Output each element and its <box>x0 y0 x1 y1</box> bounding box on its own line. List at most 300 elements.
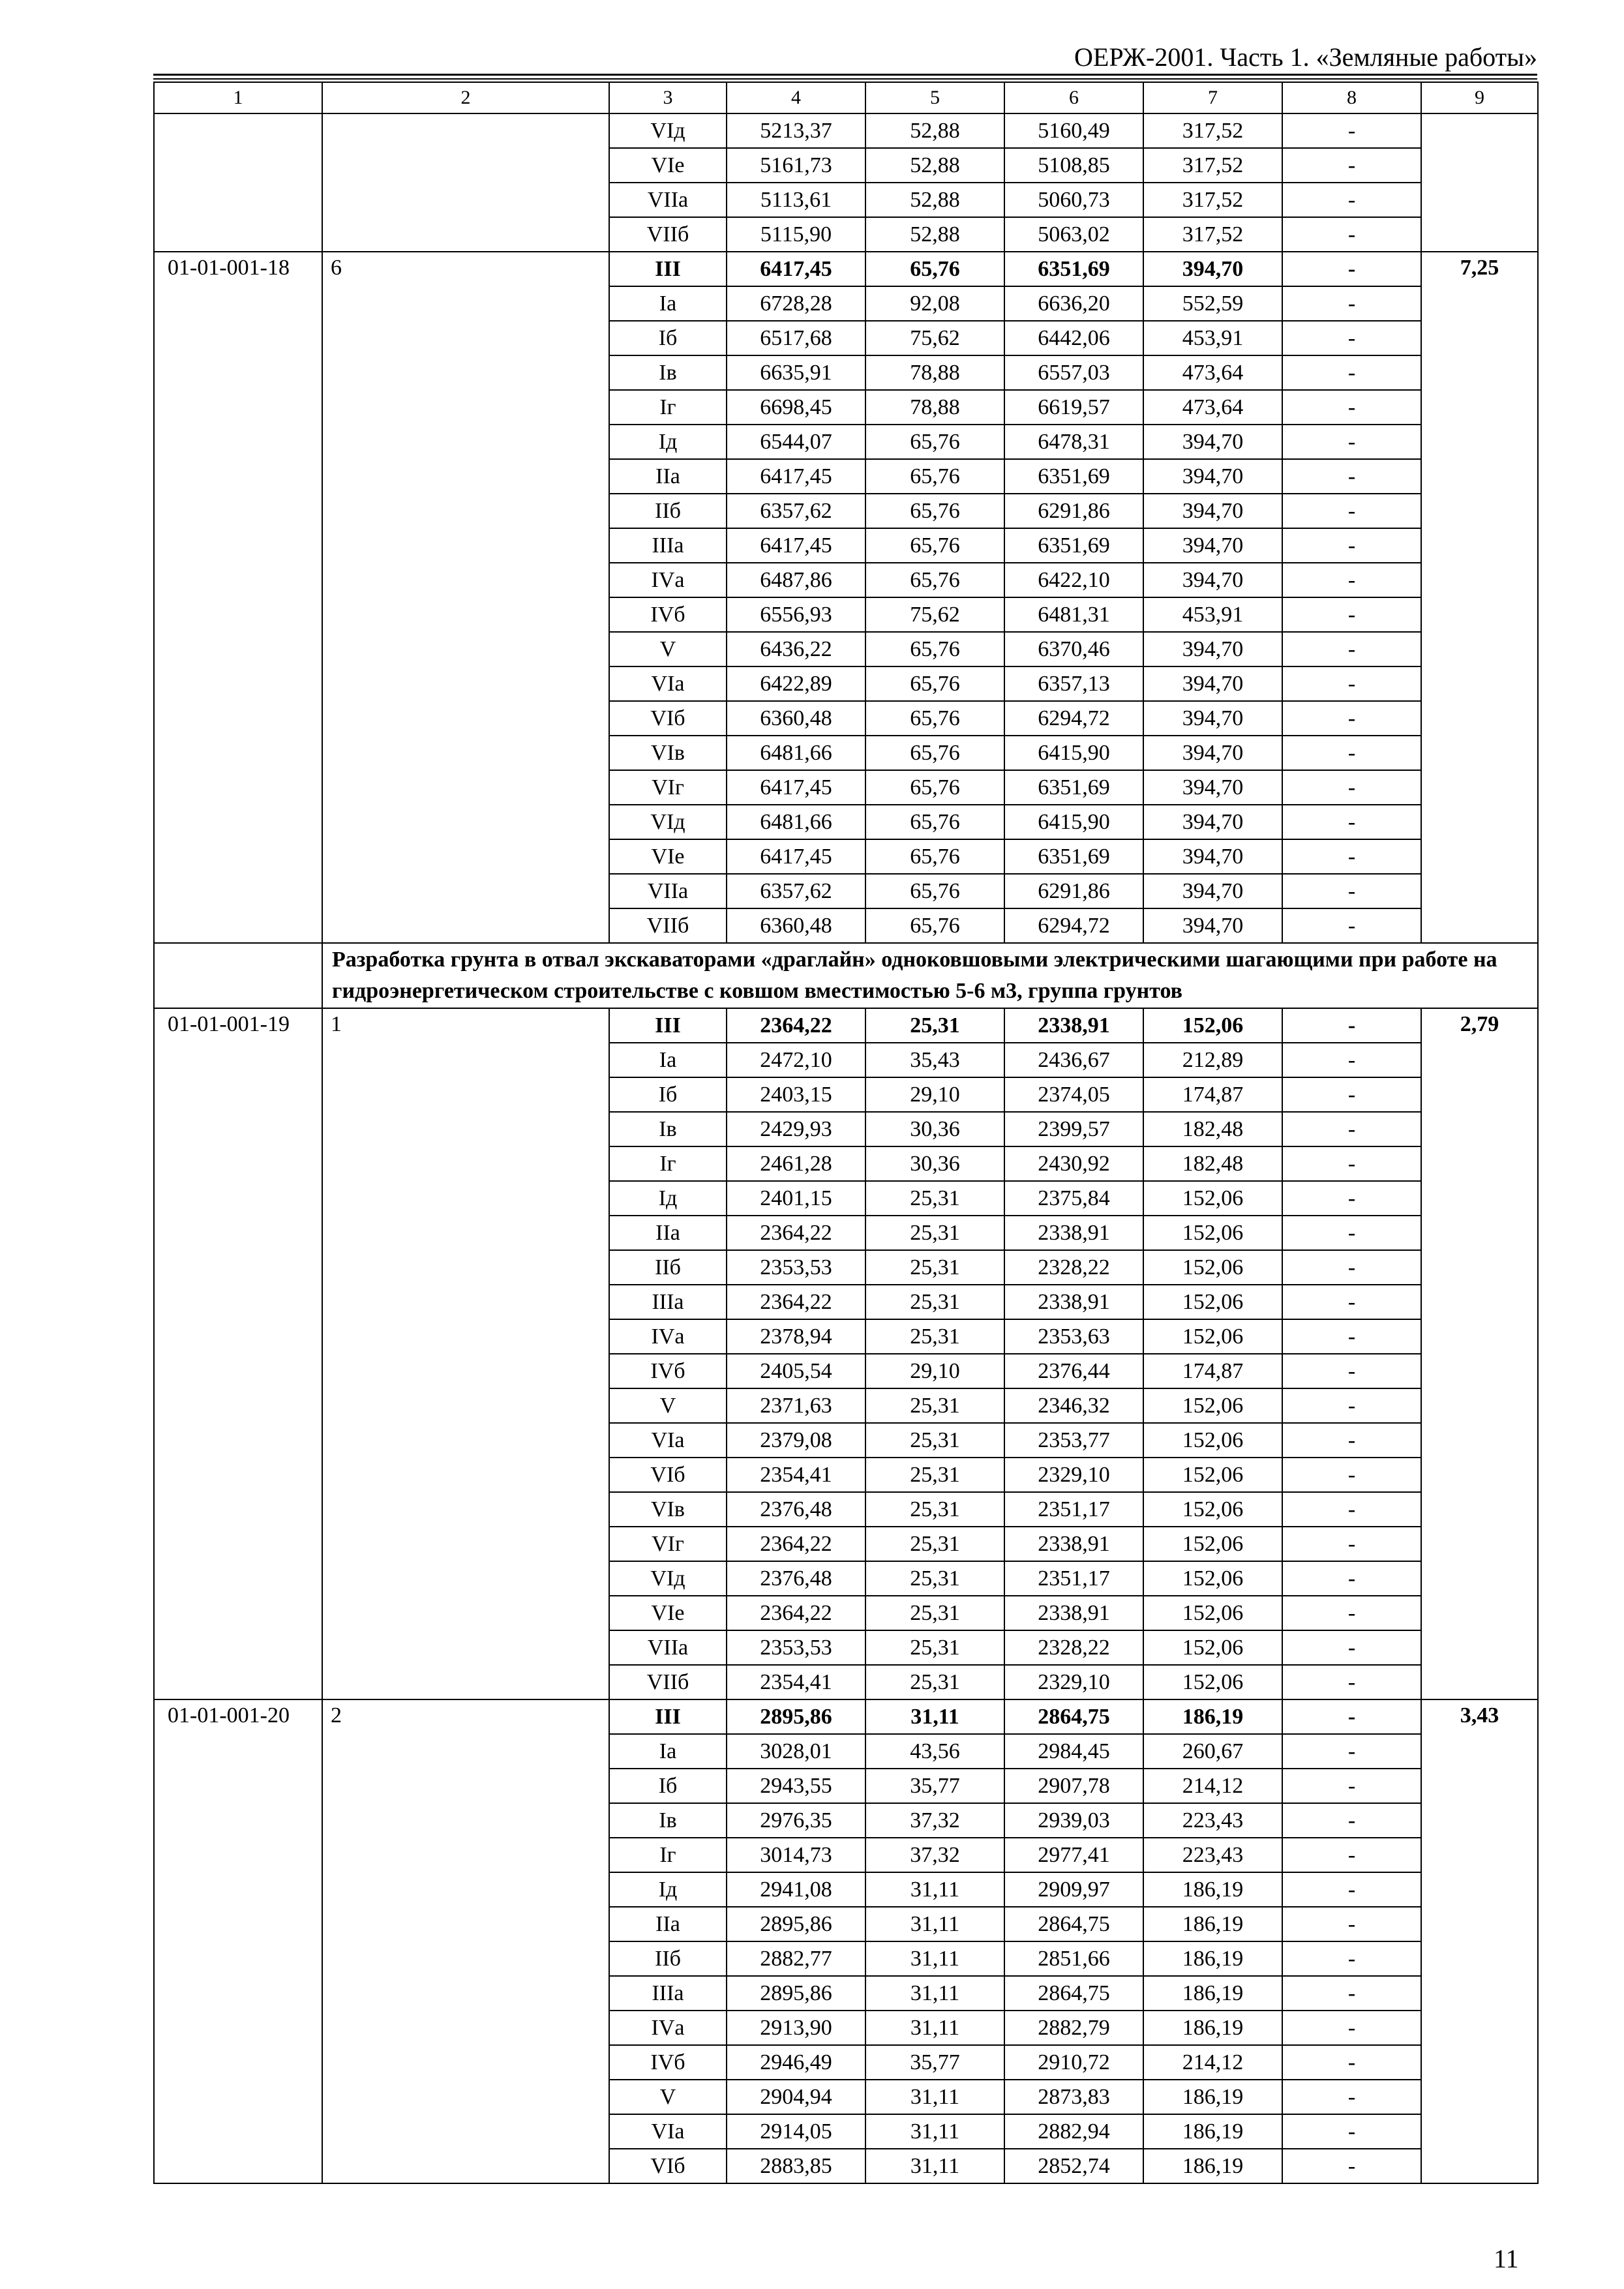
machine-cost-cell: 2882,79 <box>1004 2011 1143 2045</box>
soil-group-cell: VIе <box>609 839 727 874</box>
labor-cost-cell: 43,56 <box>865 1734 1004 1769</box>
soil-group-cell: V <box>609 632 727 666</box>
materials-cell: - <box>1282 390 1421 425</box>
machine-cost-cell: 6351,69 <box>1004 252 1143 286</box>
materials-cell: - <box>1282 1216 1421 1250</box>
materials-cell: - <box>1282 805 1421 839</box>
soil-group-cell: VIб <box>609 701 727 736</box>
soil-group-cell: IVа <box>609 563 727 597</box>
total-cost-cell: 2376,48 <box>727 1492 865 1527</box>
materials-cell: - <box>1282 1388 1421 1423</box>
materials-cell: - <box>1282 2114 1421 2149</box>
driver-wage-cell: 152,06 <box>1143 1596 1282 1630</box>
total-cost-cell: 2376,48 <box>727 1561 865 1596</box>
column-number: 4 <box>727 82 865 113</box>
total-cost-cell: 2913,90 <box>727 2011 865 2045</box>
labor-cost-cell: 37,32 <box>865 1838 1004 1872</box>
soil-group-cell: Iг <box>609 1838 727 1872</box>
soil-group-cell: Iд <box>609 1872 727 1907</box>
driver-wage-cell: 317,52 <box>1143 148 1282 183</box>
soil-group-cell: Iв <box>609 1112 727 1146</box>
driver-wage-cell: 152,06 <box>1143 1181 1282 1216</box>
driver-wage-cell: 186,19 <box>1143 1941 1282 1976</box>
labor-cost-cell: 78,88 <box>865 355 1004 390</box>
materials-cell: - <box>1282 1492 1421 1527</box>
soil-group-cell: V <box>609 2080 727 2114</box>
total-cost-cell: 3014,73 <box>727 1838 865 1872</box>
soil-group-cell: IVа <box>609 1319 727 1354</box>
driver-wage-cell: 394,70 <box>1143 459 1282 494</box>
labor-cost-cell: 37,32 <box>865 1803 1004 1838</box>
machine-cost-cell: 2436,67 <box>1004 1043 1143 1077</box>
driver-wage-cell: 212,89 <box>1143 1043 1282 1077</box>
rate-code: 01-01-001-18 <box>154 252 322 943</box>
labor-cost-cell: 25,31 <box>865 1492 1004 1527</box>
table-row <box>154 1008 1538 1043</box>
section-spacer <box>154 943 322 1008</box>
driver-wage-cell: 223,43 <box>1143 1803 1282 1838</box>
driver-wage-cell: 552,59 <box>1143 286 1282 321</box>
total-cost-cell: 6417,45 <box>727 528 865 563</box>
soil-group-cell: VIа <box>609 2114 727 2149</box>
machine-cost-cell: 6294,72 <box>1004 908 1143 943</box>
soil-group-cell: VIд <box>609 805 727 839</box>
driver-wage-cell: 394,70 <box>1143 805 1282 839</box>
machine-cost-cell: 5060,73 <box>1004 183 1143 217</box>
materials-cell: - <box>1282 286 1421 321</box>
total-cost-cell: 2895,86 <box>727 1907 865 1941</box>
materials-cell: - <box>1282 701 1421 736</box>
rate-code: 01-01-001-19 <box>154 1008 322 1699</box>
materials-cell: - <box>1282 1112 1421 1146</box>
table-row <box>154 1699 1538 1734</box>
driver-wage-cell: 317,52 <box>1143 183 1282 217</box>
rate-variant: 6 <box>322 252 609 943</box>
driver-wage-cell: 182,48 <box>1143 1146 1282 1181</box>
labor-cost-cell: 75,62 <box>865 321 1004 355</box>
total-cost-cell: 6698,45 <box>727 390 865 425</box>
labor-cost-cell: 25,31 <box>865 1285 1004 1319</box>
labor-cost-cell: 65,76 <box>865 701 1004 736</box>
total-cost-cell: 6417,45 <box>727 839 865 874</box>
total-cost-cell: 2354,41 <box>727 1665 865 1699</box>
materials-cell: - <box>1282 1596 1421 1630</box>
rate-code: 01-01-001-20 <box>154 1699 322 2183</box>
driver-wage-cell: 186,19 <box>1143 1907 1282 1941</box>
labor-cost-cell: 31,11 <box>865 1872 1004 1907</box>
materials-cell: - <box>1282 736 1421 770</box>
machine-cost-cell: 2338,91 <box>1004 1285 1143 1319</box>
labor-cost-cell: 25,31 <box>865 1216 1004 1250</box>
total-cost-cell: 2914,05 <box>727 2114 865 2149</box>
machine-cost-cell: 2328,22 <box>1004 1630 1143 1665</box>
labor-cost-cell: 35,77 <box>865 1769 1004 1803</box>
total-cost-cell: 2364,22 <box>727 1285 865 1319</box>
page-number: 11 <box>1494 2244 1519 2273</box>
total-cost-cell: 6417,45 <box>727 770 865 805</box>
soil-group-cell: IIб <box>609 1941 727 1976</box>
materials-cell: - <box>1282 770 1421 805</box>
materials-cell: - <box>1282 113 1421 148</box>
labor-cost-cell: 65,76 <box>865 528 1004 563</box>
driver-wage-cell: 152,06 <box>1143 1319 1282 1354</box>
labor-hours-cell: 3,43 <box>1421 1699 1538 2183</box>
soil-group-cell: Iг <box>609 390 727 425</box>
labor-cost-cell: 92,08 <box>865 286 1004 321</box>
driver-wage-cell: 152,06 <box>1143 1665 1282 1699</box>
soil-group-cell: IIIа <box>609 528 727 563</box>
driver-wage-cell: 394,70 <box>1143 701 1282 736</box>
driver-wage-cell: 186,19 <box>1143 2149 1282 2183</box>
total-cost-cell: 6417,45 <box>727 459 865 494</box>
labor-cost-cell: 65,76 <box>865 839 1004 874</box>
machine-cost-cell: 2328,22 <box>1004 1250 1143 1285</box>
machine-cost-cell: 2376,44 <box>1004 1354 1143 1388</box>
driver-wage-cell: 260,67 <box>1143 1734 1282 1769</box>
labor-cost-cell: 75,62 <box>865 597 1004 632</box>
materials-cell: - <box>1282 1008 1421 1043</box>
materials-cell: - <box>1282 1907 1421 1941</box>
column-number: 7 <box>1143 82 1282 113</box>
materials-cell: - <box>1282 1423 1421 1458</box>
document-header: ОЕРЖ-2001. Часть 1. «Земляные работы» <box>1074 42 1537 72</box>
materials-cell: - <box>1282 252 1421 286</box>
labor-cost-cell: 31,11 <box>865 1976 1004 2011</box>
machine-cost-cell: 2864,75 <box>1004 1699 1143 1734</box>
machine-cost-cell: 2873,83 <box>1004 2080 1143 2114</box>
materials-cell: - <box>1282 2080 1421 2114</box>
labor-cost-cell: 65,76 <box>865 770 1004 805</box>
labor-cost-cell: 25,31 <box>865 1561 1004 1596</box>
total-cost-cell: 2461,28 <box>727 1146 865 1181</box>
machine-cost-cell: 2338,91 <box>1004 1216 1143 1250</box>
labor-cost-cell: 65,76 <box>865 736 1004 770</box>
soil-group-cell: VIб <box>609 2149 727 2183</box>
total-cost-cell: 6436,22 <box>727 632 865 666</box>
soil-group-cell: III <box>609 1008 727 1043</box>
soil-group-cell: VIг <box>609 1527 727 1561</box>
soil-group-cell: VIг <box>609 770 727 805</box>
materials-cell: - <box>1282 1838 1421 1872</box>
driver-wage-cell: 152,06 <box>1143 1008 1282 1043</box>
materials-cell: - <box>1282 1665 1421 1699</box>
labor-cost-cell: 25,31 <box>865 1319 1004 1354</box>
total-cost-cell: 2353,53 <box>727 1630 865 1665</box>
soil-group-cell: Iа <box>609 1043 727 1077</box>
machine-cost-cell: 2353,77 <box>1004 1423 1143 1458</box>
soil-group-cell: V <box>609 1388 727 1423</box>
materials-cell: - <box>1282 1872 1421 1907</box>
column-number: 8 <box>1282 82 1421 113</box>
total-cost-cell: 2882,77 <box>727 1941 865 1976</box>
total-cost-cell: 2895,86 <box>727 1699 865 1734</box>
machine-cost-cell: 6351,69 <box>1004 528 1143 563</box>
soil-group-cell: Iд <box>609 425 727 459</box>
machine-cost-cell: 6636,20 <box>1004 286 1143 321</box>
soil-group-cell: Iб <box>609 1769 727 1803</box>
materials-cell: - <box>1282 1354 1421 1388</box>
column-number: 3 <box>609 82 727 113</box>
driver-wage-cell: 214,12 <box>1143 2045 1282 2080</box>
soil-group-cell: Iд <box>609 1181 727 1216</box>
labor-cost-cell: 25,31 <box>865 1596 1004 1630</box>
machine-cost-cell: 2338,91 <box>1004 1596 1143 1630</box>
soil-group-cell: Iг <box>609 1146 727 1181</box>
soil-group-cell: Iв <box>609 355 727 390</box>
machine-cost-cell: 5063,02 <box>1004 217 1143 252</box>
driver-wage-cell: 394,70 <box>1143 666 1282 701</box>
machine-cost-cell: 6557,03 <box>1004 355 1143 390</box>
total-cost-cell: 2403,15 <box>727 1077 865 1112</box>
labor-cost-cell: 78,88 <box>865 390 1004 425</box>
soil-group-cell: Iб <box>609 1077 727 1112</box>
labor-cost-cell: 31,11 <box>865 1699 1004 1734</box>
labor-cost-cell: 25,31 <box>865 1527 1004 1561</box>
driver-wage-cell: 152,06 <box>1143 1527 1282 1561</box>
labor-cost-cell: 65,76 <box>865 805 1004 839</box>
materials-cell: - <box>1282 874 1421 908</box>
labor-hours-cell: 7,25 <box>1421 252 1538 943</box>
machine-cost-cell: 2907,78 <box>1004 1769 1143 1803</box>
soil-group-cell: VIд <box>609 113 727 148</box>
materials-cell: - <box>1282 1181 1421 1216</box>
machine-cost-cell: 2864,75 <box>1004 1907 1143 1941</box>
total-cost-cell: 3028,01 <box>727 1734 865 1769</box>
total-cost-cell: 6422,89 <box>727 666 865 701</box>
rates-table <box>153 82 1539 2184</box>
materials-cell: - <box>1282 563 1421 597</box>
machine-cost-cell: 2984,45 <box>1004 1734 1143 1769</box>
section-title: Разработка грунта в отвал экскаваторами «драглайн» одноковшовыми электрическими шагающими при работе на гидроэнергетическом строительстве с ковшом вместимостью 5-6 м3, группа грунтов <box>322 943 1538 1008</box>
driver-wage-cell: 214,12 <box>1143 1769 1282 1803</box>
labor-cost-cell: 30,36 <box>865 1112 1004 1146</box>
soil-group-cell: Iа <box>609 1734 727 1769</box>
soil-group-cell: IIб <box>609 1250 727 1285</box>
soil-group-cell: Iб <box>609 321 727 355</box>
machine-cost-cell: 2939,03 <box>1004 1803 1143 1838</box>
soil-group-cell: IVб <box>609 597 727 632</box>
total-cost-cell: 2472,10 <box>727 1043 865 1077</box>
total-cost-cell: 2378,94 <box>727 1319 865 1354</box>
soil-group-cell: VIIб <box>609 908 727 943</box>
driver-wage-cell: 394,70 <box>1143 528 1282 563</box>
total-cost-cell: 2943,55 <box>727 1769 865 1803</box>
machine-cost-cell: 6442,06 <box>1004 321 1143 355</box>
total-cost-cell: 2364,22 <box>727 1008 865 1043</box>
driver-wage-cell: 152,06 <box>1143 1458 1282 1492</box>
header-rule <box>153 74 1537 76</box>
machine-cost-cell: 2399,57 <box>1004 1112 1143 1146</box>
soil-group-cell: Iв <box>609 1803 727 1838</box>
soil-group-cell: IIIа <box>609 1976 727 2011</box>
labor-cost-cell: 35,43 <box>865 1043 1004 1077</box>
driver-wage-cell: 186,19 <box>1143 1976 1282 2011</box>
total-cost-cell: 5115,90 <box>727 217 865 252</box>
materials-cell: - <box>1282 1250 1421 1285</box>
total-cost-cell: 2364,22 <box>727 1527 865 1561</box>
machine-cost-cell: 6351,69 <box>1004 459 1143 494</box>
driver-wage-cell: 152,06 <box>1143 1423 1282 1458</box>
driver-wage-cell: 394,70 <box>1143 908 1282 943</box>
driver-wage-cell: 186,19 <box>1143 2114 1282 2149</box>
labor-cost-cell: 52,88 <box>865 148 1004 183</box>
driver-wage-cell: 317,52 <box>1143 113 1282 148</box>
soil-group-cell: VIа <box>609 666 727 701</box>
driver-wage-cell: 317,52 <box>1143 217 1282 252</box>
driver-wage-cell: 152,06 <box>1143 1250 1282 1285</box>
materials-cell: - <box>1282 425 1421 459</box>
total-cost-cell: 6556,93 <box>727 597 865 632</box>
column-number: 5 <box>865 82 1004 113</box>
materials-cell: - <box>1282 1734 1421 1769</box>
total-cost-cell: 2401,15 <box>727 1181 865 1216</box>
labor-cost-cell: 31,11 <box>865 1907 1004 1941</box>
labor-cost-cell: 31,11 <box>865 2114 1004 2149</box>
labor-cost-cell: 25,31 <box>865 1250 1004 1285</box>
driver-wage-cell: 152,06 <box>1143 1630 1282 1665</box>
total-cost-cell: 6728,28 <box>727 286 865 321</box>
materials-cell: - <box>1282 2149 1421 2183</box>
total-cost-cell: 5113,61 <box>727 183 865 217</box>
soil-group-cell: VIв <box>609 1492 727 1527</box>
materials-cell: - <box>1282 2045 1421 2080</box>
materials-cell: - <box>1282 459 1421 494</box>
materials-cell: - <box>1282 2011 1421 2045</box>
column-number: 9 <box>1421 82 1538 113</box>
materials-cell: - <box>1282 494 1421 528</box>
soil-group-cell: IIIа <box>609 1285 727 1319</box>
driver-wage-cell: 394,70 <box>1143 494 1282 528</box>
driver-wage-cell: 186,19 <box>1143 2080 1282 2114</box>
machine-cost-cell: 6478,31 <box>1004 425 1143 459</box>
driver-wage-cell: 152,06 <box>1143 1216 1282 1250</box>
labor-cost-cell: 31,11 <box>865 1941 1004 1976</box>
total-cost-cell: 2429,93 <box>727 1112 865 1146</box>
soil-group-cell: VIIб <box>609 1665 727 1699</box>
machine-cost-cell: 2346,32 <box>1004 1388 1143 1423</box>
total-cost-cell: 6357,62 <box>727 874 865 908</box>
machine-cost-cell: 6291,86 <box>1004 494 1143 528</box>
labor-cost-cell: 52,88 <box>865 183 1004 217</box>
materials-cell: - <box>1282 1043 1421 1077</box>
materials-cell: - <box>1282 632 1421 666</box>
table-row <box>154 252 1538 286</box>
driver-wage-cell: 394,70 <box>1143 563 1282 597</box>
machine-cost-cell: 2430,92 <box>1004 1146 1143 1181</box>
materials-cell: - <box>1282 1319 1421 1354</box>
labor-cost-cell: 25,31 <box>865 1008 1004 1043</box>
column-number: 2 <box>322 82 609 113</box>
soil-group-cell: VIе <box>609 1596 727 1630</box>
total-cost-cell: 2364,22 <box>727 1216 865 1250</box>
labor-cost-cell: 65,76 <box>865 874 1004 908</box>
total-cost-cell: 2883,85 <box>727 2149 865 2183</box>
driver-wage-cell: 152,06 <box>1143 1492 1282 1527</box>
total-cost-cell: 6517,68 <box>727 321 865 355</box>
soil-group-cell: IVа <box>609 2011 727 2045</box>
rate-variant <box>322 113 609 252</box>
soil-group-cell: IVб <box>609 1354 727 1388</box>
materials-cell: - <box>1282 839 1421 874</box>
materials-cell: - <box>1282 666 1421 701</box>
total-cost-cell: 6360,48 <box>727 908 865 943</box>
machine-cost-cell: 5160,49 <box>1004 113 1143 148</box>
machine-cost-cell: 6291,86 <box>1004 874 1143 908</box>
soil-group-cell: IIа <box>609 1216 727 1250</box>
labor-cost-cell: 25,31 <box>865 1665 1004 1699</box>
rate-code <box>154 113 322 252</box>
materials-cell: - <box>1282 1458 1421 1492</box>
soil-group-cell: VIIа <box>609 1630 727 1665</box>
labor-cost-cell: 35,77 <box>865 2045 1004 2080</box>
machine-cost-cell: 2351,17 <box>1004 1492 1143 1527</box>
materials-cell: - <box>1282 908 1421 943</box>
materials-cell: - <box>1282 1561 1421 1596</box>
labor-cost-cell: 29,10 <box>865 1354 1004 1388</box>
labor-cost-cell: 65,76 <box>865 632 1004 666</box>
materials-cell: - <box>1282 148 1421 183</box>
total-cost-cell: 2371,63 <box>727 1388 865 1423</box>
total-cost-cell: 6635,91 <box>727 355 865 390</box>
soil-group-cell: VIд <box>609 1561 727 1596</box>
total-cost-cell: 6360,48 <box>727 701 865 736</box>
machine-cost-cell: 6351,69 <box>1004 839 1143 874</box>
machine-cost-cell: 5108,85 <box>1004 148 1143 183</box>
labor-hours-cell <box>1421 113 1538 252</box>
soil-group-cell: VIв <box>609 736 727 770</box>
materials-cell: - <box>1282 1699 1421 1734</box>
driver-wage-cell: 394,70 <box>1143 770 1282 805</box>
total-cost-cell: 2946,49 <box>727 2045 865 2080</box>
driver-wage-cell: 473,64 <box>1143 390 1282 425</box>
soil-group-cell: VIе <box>609 148 727 183</box>
machine-cost-cell: 6294,72 <box>1004 701 1143 736</box>
machine-cost-cell: 2329,10 <box>1004 1665 1143 1699</box>
machine-cost-cell: 2852,74 <box>1004 2149 1143 2183</box>
rate-variant: 2 <box>322 1699 609 2183</box>
labor-cost-cell: 65,76 <box>865 425 1004 459</box>
machine-cost-cell: 2338,91 <box>1004 1008 1143 1043</box>
soil-group-cell: IIб <box>609 494 727 528</box>
total-cost-cell: 2405,54 <box>727 1354 865 1388</box>
machine-cost-cell: 2338,91 <box>1004 1527 1143 1561</box>
total-cost-cell: 2354,41 <box>727 1458 865 1492</box>
soil-group-cell: IIа <box>609 1907 727 1941</box>
driver-wage-cell: 394,70 <box>1143 425 1282 459</box>
labor-cost-cell: 31,11 <box>865 2080 1004 2114</box>
materials-cell: - <box>1282 1941 1421 1976</box>
labor-cost-cell: 25,31 <box>865 1458 1004 1492</box>
soil-group-cell: VIб <box>609 1458 727 1492</box>
machine-cost-cell: 6415,90 <box>1004 736 1143 770</box>
driver-wage-cell: 473,64 <box>1143 355 1282 390</box>
machine-cost-cell: 2909,97 <box>1004 1872 1143 1907</box>
machine-cost-cell: 6619,57 <box>1004 390 1143 425</box>
machine-cost-cell: 2374,05 <box>1004 1077 1143 1112</box>
labor-cost-cell: 29,10 <box>865 1077 1004 1112</box>
machine-cost-cell: 2882,94 <box>1004 2114 1143 2149</box>
materials-cell: - <box>1282 597 1421 632</box>
driver-wage-cell: 186,19 <box>1143 1872 1282 1907</box>
materials-cell: - <box>1282 183 1421 217</box>
driver-wage-cell: 394,70 <box>1143 874 1282 908</box>
driver-wage-cell: 394,70 <box>1143 839 1282 874</box>
header-rule <box>153 78 1537 80</box>
driver-wage-cell: 223,43 <box>1143 1838 1282 1872</box>
total-cost-cell: 2895,86 <box>727 1976 865 2011</box>
labor-cost-cell: 65,76 <box>865 494 1004 528</box>
driver-wage-cell: 186,19 <box>1143 1699 1282 1734</box>
